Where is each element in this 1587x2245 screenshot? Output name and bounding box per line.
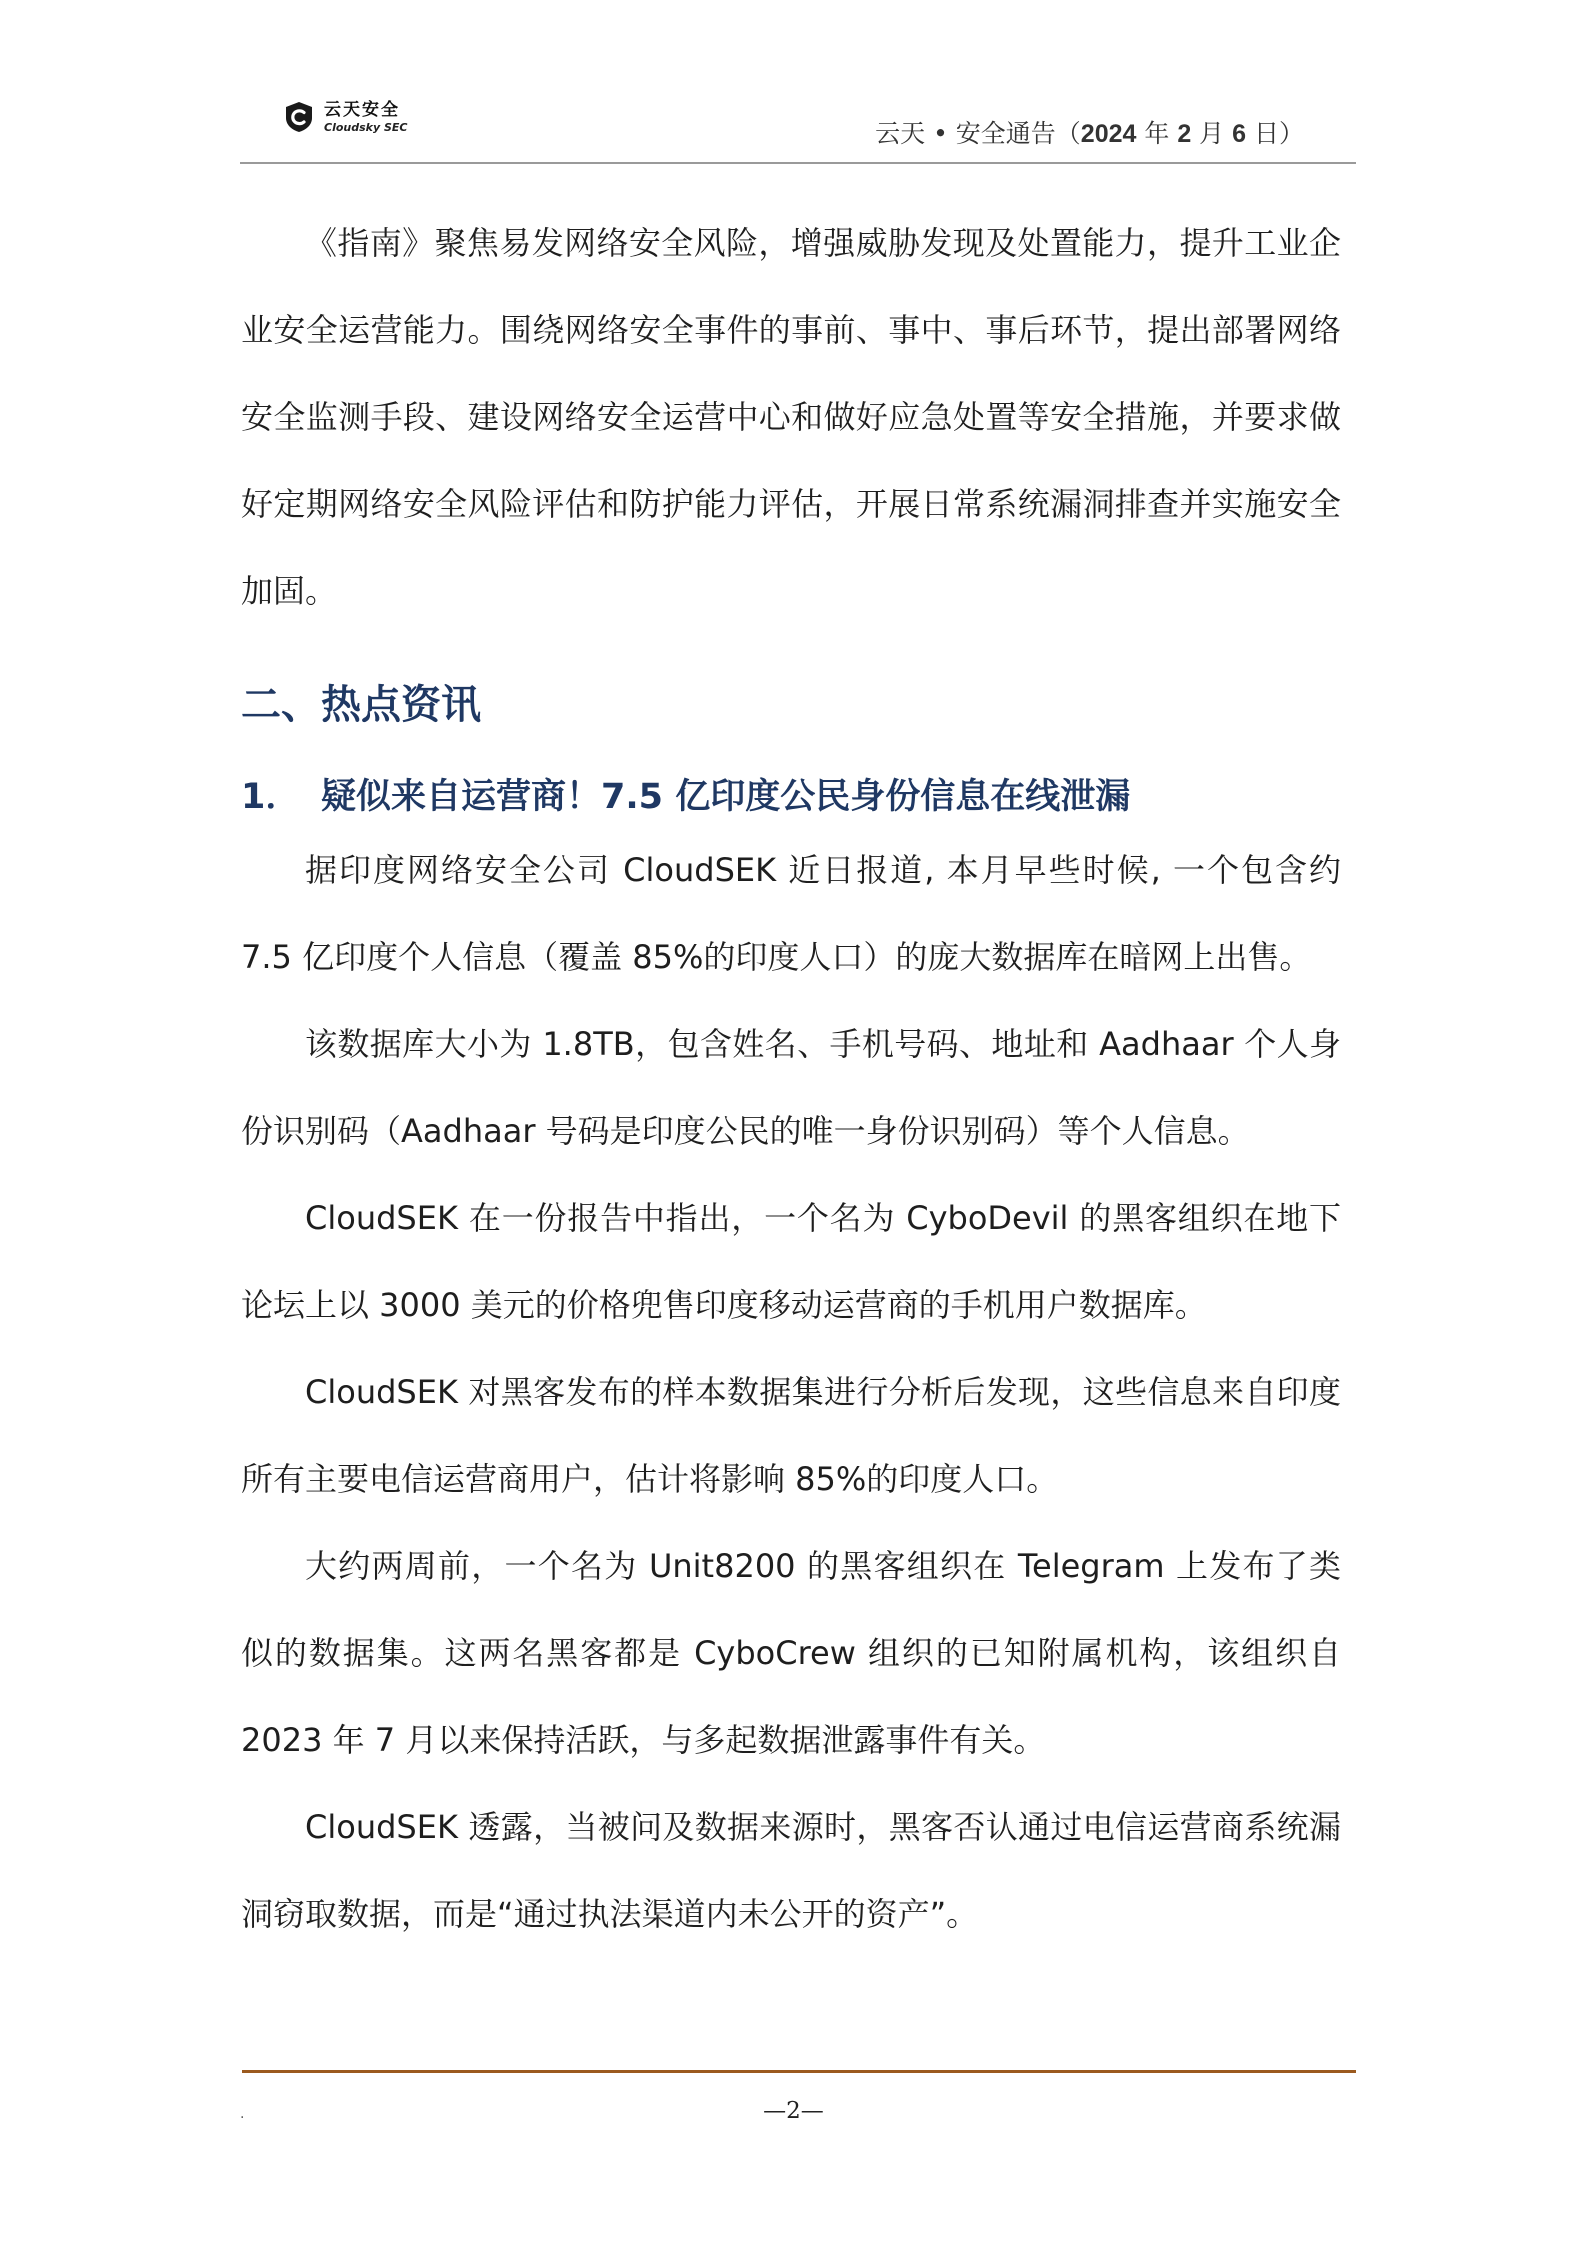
page-header	[240, 90, 1356, 164]
article-paragraph: CloudSEK 对黑客发布的样本数据集进行分析后发现，这些信息来自印度所有主要电信运营商用户，估计将影响 85%的印度人口。	[241, 1373, 1341, 1498]
article-paragraph: CloudSEK 在一份报告中指出，一个名为 CyboDevil 的黑客组织在地下论坛上以 3000 美元的价格兜售印度移动运营商的手机用户数据库。	[241, 1199, 1341, 1324]
bulletin-year: 2024	[1080, 120, 1137, 148]
bulletin-day: 6	[1232, 120, 1247, 148]
article-paragraph: 大约两周前，一个名为 Unit8200 的黑客组织在 Telegram 上发布了类似的数据集。这两名黑客都是 CyboCrew 组织的已知附属机构，该组织自 2023 年 7 月以来保持活跃，与多起数据泄露事件有关。	[241, 1547, 1341, 1759]
section-heading: 二、热点资讯	[241, 682, 481, 728]
footer-mark: .	[240, 2106, 245, 2122]
article-paragraph: CloudSEK 透露，当被问及数据来源时，黑客否认通过电信运营商系统漏洞窃取数据，而是“通过执法渠道内未公开的资产”。	[241, 1808, 1341, 1933]
footer-rule	[242, 2070, 1356, 2073]
logo-name-en: Cloudsky SEC	[324, 120, 408, 134]
article-paragraph: 据印度网络安全公司 CloudSEK 近日报道, 本月早些时候, 一个包含约 7.5 亿印度个人信息（覆盖 85%的印度人口）的庞大数据库在暗网上出售。	[241, 851, 1341, 976]
shield-c-logo-icon	[282, 100, 316, 134]
intro-paragraph: 《指南》聚焦易发网络安全风险，增强威胁发现及处置能力，提升工业企业安全运营能力。围绕网络安全事件的事前、事中、事后环节，提出部署网络安全监测手段、建设网络安全运营中心和做好应急处置等安全措施，并要求做好定期网络安全风险评估和防护能力评估，开展日常系统漏洞排查并实施安全加固。	[241, 224, 1341, 610]
article-heading	[241, 757, 1341, 827]
bulletin-month: 2	[1177, 120, 1192, 148]
bulletin-title: 云天 • 安全通告（2024 年 2 月 6 日）	[875, 119, 1304, 148]
article-paragraph: 该数据库大小为 1.8TB，包含姓名、手机号码、地址和 Aadhaar 个人身份识别码（Aadhaar 号码是印度公民的唯一身份识别码）等个人信息。	[241, 1025, 1341, 1150]
document-body	[241, 200, 1341, 1958]
page-number: —2—	[763, 2098, 824, 2124]
article-title: 疑似来自运营商！7.5 亿印度公民身份信息在线泄漏	[321, 777, 1131, 817]
article-number: 1．	[241, 777, 301, 817]
logo-name-cn: 云天安全	[324, 99, 400, 120]
brand-logo	[282, 100, 407, 134]
